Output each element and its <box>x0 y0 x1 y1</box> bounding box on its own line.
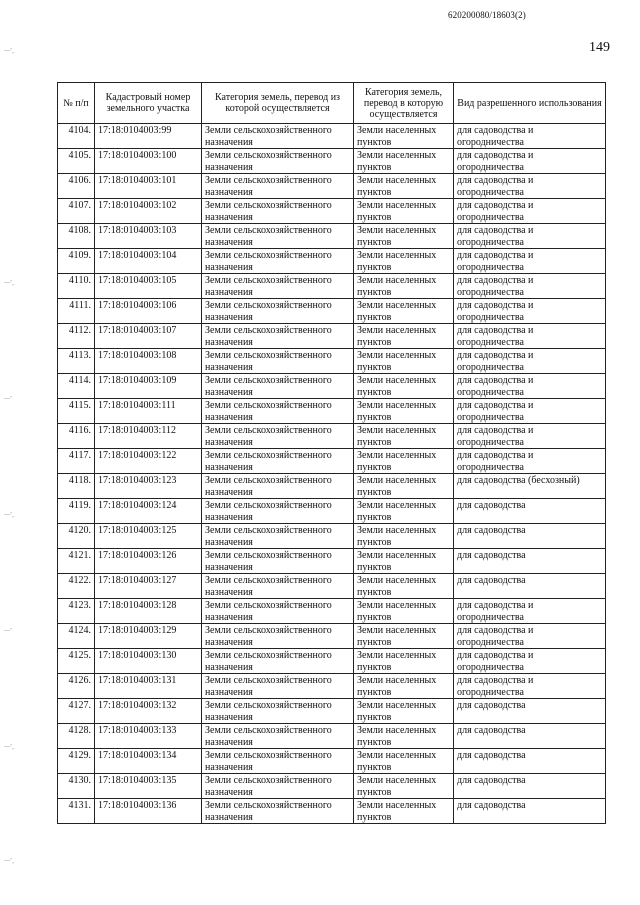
cadastral-number: 17:18:0104003:122 <box>95 449 202 474</box>
table-row <box>58 574 606 599</box>
row-number: 4125. <box>58 649 95 674</box>
category-to: Земли населенных пунктов <box>354 724 454 749</box>
permitted-use: для садоводства и огородничества <box>454 299 606 324</box>
category-from: Земли сельскохозяйственного назначения <box>202 349 354 374</box>
category-from: Земли сельскохозяйственного назначения <box>202 574 354 599</box>
category-to: Земли населенных пунктов <box>354 699 454 724</box>
margin-mark: —’¸ <box>4 512 14 518</box>
margin-mark: —’¸ <box>4 280 14 286</box>
table-row <box>58 699 606 724</box>
permitted-use: для садоводства и огородничества <box>454 124 606 149</box>
table-row <box>58 124 606 149</box>
permitted-use: для садоводства и огородничества <box>454 674 606 699</box>
category-to: Земли населенных пунктов <box>354 549 454 574</box>
permitted-use: для садоводства и огородничества <box>454 174 606 199</box>
table-row <box>58 249 606 274</box>
header-permitted-use: Вид разрешенного использования <box>454 83 606 124</box>
cadastral-number: 17:18:0104003:102 <box>95 199 202 224</box>
margin-mark: —’¸ <box>4 48 14 54</box>
category-from: Земли сельскохозяйственного назначения <box>202 199 354 224</box>
cadastral-number: 17:18:0104003:127 <box>95 574 202 599</box>
permitted-use: для садоводства <box>454 499 606 524</box>
cadastral-number: 17:18:0104003:128 <box>95 599 202 624</box>
category-to: Земли населенных пунктов <box>354 324 454 349</box>
category-from: Земли сельскохозяйственного назначения <box>202 724 354 749</box>
cadastral-number: 17:18:0104003:107 <box>95 324 202 349</box>
table-row <box>58 274 606 299</box>
table-row <box>58 174 606 199</box>
cadastral-number: 17:18:0104003:125 <box>95 524 202 549</box>
category-to: Земли населенных пунктов <box>354 199 454 224</box>
table-row <box>58 774 606 799</box>
margin-mark: —’ <box>4 396 12 402</box>
row-number: 4110. <box>58 274 95 299</box>
table-row <box>58 599 606 624</box>
category-to: Земли населенных пунктов <box>354 449 454 474</box>
table-row <box>58 449 606 474</box>
document-code: 620200080/18603(2) <box>448 10 526 20</box>
table-row <box>58 374 606 399</box>
category-to: Земли населенных пунктов <box>354 599 454 624</box>
category-from: Земли сельскохозяйственного назначения <box>202 274 354 299</box>
cadastral-number: 17:18:0104003:105 <box>95 274 202 299</box>
row-number: 4119. <box>58 499 95 524</box>
row-number: 4122. <box>58 574 95 599</box>
category-from: Земли сельскохозяйственного назначения <box>202 799 354 824</box>
table-row <box>58 349 606 374</box>
header-number: № п/п <box>58 83 95 124</box>
table-row <box>58 299 606 324</box>
permitted-use: для садоводства <box>454 699 606 724</box>
permitted-use: для садоводства и огородничества <box>454 599 606 624</box>
category-to: Земли населенных пунктов <box>354 249 454 274</box>
table-row <box>58 799 606 824</box>
category-to: Земли населенных пунктов <box>354 374 454 399</box>
category-to: Земли населенных пунктов <box>354 149 454 174</box>
category-to: Земли населенных пунктов <box>354 624 454 649</box>
permitted-use: для садоводства и огородничества <box>454 149 606 174</box>
category-to: Земли населенных пунктов <box>354 299 454 324</box>
row-number: 4104. <box>58 124 95 149</box>
category-to: Земли населенных пунктов <box>354 749 454 774</box>
row-number: 4115. <box>58 399 95 424</box>
cadastral-number: 17:18:0104003:135 <box>95 774 202 799</box>
table-row <box>58 549 606 574</box>
table-row <box>58 199 606 224</box>
permitted-use: для садоводства и огородничества <box>454 424 606 449</box>
category-to: Земли населенных пунктов <box>354 174 454 199</box>
category-from: Земли сельскохозяйственного назначения <box>202 174 354 199</box>
category-to: Земли населенных пунктов <box>354 574 454 599</box>
category-from: Земли сельскохозяйственного назначения <box>202 374 354 399</box>
row-number: 4123. <box>58 599 95 624</box>
row-number: 4109. <box>58 249 95 274</box>
category-to: Земли населенных пунктов <box>354 424 454 449</box>
cadastral-number: 17:18:0104003:132 <box>95 699 202 724</box>
row-number: 4114. <box>58 374 95 399</box>
cadastral-number: 17:18:0104003:100 <box>95 149 202 174</box>
table-row <box>58 749 606 774</box>
category-to: Земли населенных пунктов <box>354 224 454 249</box>
category-from: Земли сельскохозяйственного назначения <box>202 399 354 424</box>
category-to: Земли населенных пунктов <box>354 774 454 799</box>
land-parcels-table <box>57 82 606 824</box>
table-row <box>58 149 606 174</box>
permitted-use: для садоводства <box>454 524 606 549</box>
row-number: 4126. <box>58 674 95 699</box>
cadastral-number: 17:18:0104003:109 <box>95 374 202 399</box>
category-from: Земли сельскохозяйственного назначения <box>202 324 354 349</box>
permitted-use: для садоводства <box>454 774 606 799</box>
row-number: 4127. <box>58 699 95 724</box>
row-number: 4106. <box>58 174 95 199</box>
category-from: Земли сельскохозяйственного назначения <box>202 149 354 174</box>
category-from: Земли сельскохозяйственного назначения <box>202 474 354 499</box>
permitted-use: для садоводства (бесхозный) <box>454 474 606 499</box>
margin-mark: —’¸ <box>4 744 14 750</box>
row-number: 4130. <box>58 774 95 799</box>
category-to: Земли населенных пунктов <box>354 274 454 299</box>
category-to: Земли населенных пунктов <box>354 524 454 549</box>
cadastral-number: 17:18:0104003:103 <box>95 224 202 249</box>
row-number: 4129. <box>58 749 95 774</box>
header-cadastral: Кадастровый номер земельного участка <box>95 83 202 124</box>
row-number: 4117. <box>58 449 95 474</box>
row-number: 4113. <box>58 349 95 374</box>
cadastral-number: 17:18:0104003:112 <box>95 424 202 449</box>
category-to: Земли населенных пунктов <box>354 474 454 499</box>
permitted-use: для садоводства и огородничества <box>454 374 606 399</box>
table-row <box>58 324 606 349</box>
cadastral-number: 17:18:0104003:124 <box>95 499 202 524</box>
table-row <box>58 399 606 424</box>
row-number: 4108. <box>58 224 95 249</box>
category-from: Земли сельскохозяйственного назначения <box>202 599 354 624</box>
category-from: Земли сельскохозяйственного назначения <box>202 449 354 474</box>
category-to: Земли населенных пунктов <box>354 124 454 149</box>
permitted-use: для садоводства и огородничества <box>454 649 606 674</box>
row-number: 4111. <box>58 299 95 324</box>
cadastral-number: 17:18:0104003:136 <box>95 799 202 824</box>
permitted-use: для садоводства <box>454 749 606 774</box>
cadastral-number: 17:18:0104003:106 <box>95 299 202 324</box>
margin-mark: —’ <box>4 628 12 634</box>
row-number: 4118. <box>58 474 95 499</box>
category-from: Земли сельскохозяйственного назначения <box>202 299 354 324</box>
category-from: Земли сельскохозяйственного назначения <box>202 774 354 799</box>
cadastral-number: 17:18:0104003:123 <box>95 474 202 499</box>
category-from: Земли сельскохозяйственного назначения <box>202 674 354 699</box>
category-to: Земли населенных пунктов <box>354 799 454 824</box>
category-from: Земли сельскохозяйственного назначения <box>202 224 354 249</box>
permitted-use: для садоводства и огородничества <box>454 624 606 649</box>
permitted-use: для садоводства и огородничества <box>454 199 606 224</box>
category-to: Земли населенных пунктов <box>354 649 454 674</box>
cadastral-number: 17:18:0104003:101 <box>95 174 202 199</box>
row-number: 4116. <box>58 424 95 449</box>
category-from: Земли сельскохозяйственного назначения <box>202 549 354 574</box>
permitted-use: для садоводства и огородничества <box>454 224 606 249</box>
permitted-use: для садоводства и огородничества <box>454 324 606 349</box>
page-number: 149 <box>589 40 610 55</box>
header-category-to: Категория земель, перевод в которую осуществляется <box>354 83 454 124</box>
table-header-row <box>58 83 606 124</box>
permitted-use: для садоводства <box>454 799 606 824</box>
permitted-use: для садоводства и огородничества <box>454 349 606 374</box>
category-from: Земли сельскохозяйственного назначения <box>202 249 354 274</box>
row-number: 4121. <box>58 549 95 574</box>
table-row <box>58 524 606 549</box>
category-from: Земли сельскохозяйственного назначения <box>202 499 354 524</box>
permitted-use: для садоводства и огородничества <box>454 399 606 424</box>
margin-mark: —’¸ <box>4 858 14 864</box>
category-to: Земли населенных пунктов <box>354 349 454 374</box>
table-row <box>58 474 606 499</box>
cadastral-number: 17:18:0104003:129 <box>95 624 202 649</box>
category-from: Земли сельскохозяйственного назначения <box>202 749 354 774</box>
row-number: 4131. <box>58 799 95 824</box>
cadastral-number: 17:18:0104003:111 <box>95 399 202 424</box>
cadastral-number: 17:18:0104003:126 <box>95 549 202 574</box>
category-from: Земли сельскохозяйственного назначения <box>202 624 354 649</box>
cadastral-number: 17:18:0104003:134 <box>95 749 202 774</box>
table-row <box>58 499 606 524</box>
row-number: 4105. <box>58 149 95 174</box>
cadastral-number: 17:18:0104003:99 <box>95 124 202 149</box>
table-row <box>58 674 606 699</box>
cadastral-number: 17:18:0104003:130 <box>95 649 202 674</box>
permitted-use: для садоводства <box>454 574 606 599</box>
category-to: Земли населенных пунктов <box>354 499 454 524</box>
category-from: Земли сельскохозяйственного назначения <box>202 649 354 674</box>
table-row <box>58 624 606 649</box>
category-to: Земли населенных пунктов <box>354 674 454 699</box>
header-category-from: Категория земель, перевод из которой осуществляется <box>202 83 354 124</box>
permitted-use: для садоводства и огородничества <box>454 249 606 274</box>
permitted-use: для садоводства и огородничества <box>454 449 606 474</box>
cadastral-number: 17:18:0104003:104 <box>95 249 202 274</box>
table-row <box>58 649 606 674</box>
row-number: 4112. <box>58 324 95 349</box>
row-number: 4128. <box>58 724 95 749</box>
permitted-use: для садоводства <box>454 549 606 574</box>
category-from: Земли сельскохозяйственного назначения <box>202 699 354 724</box>
category-from: Земли сельскохозяйственного назначения <box>202 524 354 549</box>
cadastral-number: 17:18:0104003:133 <box>95 724 202 749</box>
permitted-use: для садоводства <box>454 724 606 749</box>
table-row <box>58 724 606 749</box>
row-number: 4107. <box>58 199 95 224</box>
permitted-use: для садоводства и огородничества <box>454 274 606 299</box>
row-number: 4120. <box>58 524 95 549</box>
row-number: 4124. <box>58 624 95 649</box>
cadastral-number: 17:18:0104003:131 <box>95 674 202 699</box>
category-from: Земли сельскохозяйственного назначения <box>202 124 354 149</box>
table-row <box>58 424 606 449</box>
table-row <box>58 224 606 249</box>
cadastral-number: 17:18:0104003:108 <box>95 349 202 374</box>
category-to: Земли населенных пунктов <box>354 399 454 424</box>
category-from: Земли сельскохозяйственного назначения <box>202 424 354 449</box>
